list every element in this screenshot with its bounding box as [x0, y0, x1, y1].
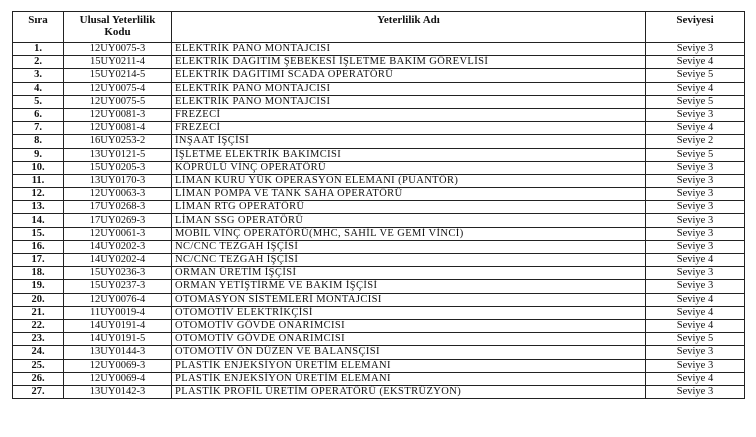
table-row [13, 385, 745, 398]
qualification-level: Seviye 2 [646, 135, 745, 148]
table-row [13, 56, 745, 69]
row-number: 14. [13, 214, 64, 227]
qualification-level: Seviye 3 [646, 188, 745, 201]
qualification-level: Seviye 5 [646, 148, 745, 161]
table-row [13, 95, 745, 108]
table-row [13, 148, 745, 161]
row-number: 18. [13, 267, 64, 280]
qualification-name: NC/CNC TEZGAH İŞÇİSİ [172, 254, 646, 267]
row-number: 22. [13, 319, 64, 332]
qualification-name: NC/CNC TEZGAH İŞÇİSİ [172, 240, 646, 253]
qualification-level: Seviye 4 [646, 82, 745, 95]
qualification-level: Seviye 3 [646, 174, 745, 187]
qualification-name: LİMAN SSG OPERATÖRÜ [172, 214, 646, 227]
table-row [13, 188, 745, 201]
qualification-code: 16UY0253-2 [64, 135, 172, 148]
qualification-code: 11UY0019-4 [64, 306, 172, 319]
qualification-level: Seviye 3 [646, 240, 745, 253]
qualification-name: LİMAN RTG OPERATÖRÜ [172, 201, 646, 214]
qualification-level: Seviye 4 [646, 254, 745, 267]
qualification-name: OTOMOTİV ÖN DÜZEN VE BALANSÇISI [172, 346, 646, 359]
qualification-code: 15UY0236-3 [64, 267, 172, 280]
table-row [13, 43, 745, 56]
table-row [13, 227, 745, 240]
qualification-name: ELEKTRİK DAĞITIM ŞEBEKESİ İŞLETME BAKIM GÖREVLİSİ [172, 56, 646, 69]
table-row [13, 254, 745, 267]
qualification-code: 12UY0081-4 [64, 122, 172, 135]
row-number: 3. [13, 69, 64, 82]
row-number: 8. [13, 135, 64, 148]
qualification-level: Seviye 3 [646, 214, 745, 227]
qualification-level: Seviye 3 [646, 43, 745, 56]
qualification-level: Seviye 3 [646, 227, 745, 240]
qualification-name: PLASTİK PROFİL ÜRETİM OPERATÖRÜ (EKSTRÜZYON) [172, 385, 646, 398]
table-row [13, 122, 745, 135]
qualification-level: Seviye 4 [646, 306, 745, 319]
qualification-code: 13UY0142-3 [64, 385, 172, 398]
table-row [13, 280, 745, 293]
qualification-name: PLASTİK ENJEKSİYON ÜRETİM ELEMANI [172, 372, 646, 385]
table-row [13, 240, 745, 253]
qualification-level: Seviye 4 [646, 122, 745, 135]
qualification-name: ORMAN YETİŞTİRME VE BAKIM İŞÇİSİ [172, 280, 646, 293]
row-number: 17. [13, 254, 64, 267]
row-number: 5. [13, 95, 64, 108]
row-number: 9. [13, 148, 64, 161]
qualification-name: ELEKTRİK PANO MONTAJCISI [172, 43, 646, 56]
row-number: 6. [13, 108, 64, 121]
qualification-code: 15UY0211-4 [64, 56, 172, 69]
table-row [13, 346, 745, 359]
row-number: 16. [13, 240, 64, 253]
table-row [13, 359, 745, 372]
qualification-name: OTOMOTİV GÖVDE ONARIMCISI [172, 319, 646, 332]
row-number: 1. [13, 43, 64, 56]
qualification-level: Seviye 4 [646, 56, 745, 69]
qualification-code: 12UY0075-4 [64, 82, 172, 95]
qualifications-table [12, 11, 745, 399]
row-number: 27. [13, 385, 64, 398]
qualification-level: Seviye 5 [646, 333, 745, 346]
row-number: 25. [13, 359, 64, 372]
qualification-code: 13UY0170-3 [64, 174, 172, 187]
table-row [13, 293, 745, 306]
qualification-code: 15UY0237-3 [64, 280, 172, 293]
qualification-code: 12UY0081-3 [64, 108, 172, 121]
row-number: 2. [13, 56, 64, 69]
qualification-code: 13UY0144-3 [64, 346, 172, 359]
qualification-code: 12UY0069-4 [64, 372, 172, 385]
table-header [13, 12, 745, 43]
table-row [13, 214, 745, 227]
qualification-code: 14UY0191-5 [64, 333, 172, 346]
qualification-code: 14UY0202-3 [64, 240, 172, 253]
qualification-level: Seviye 4 [646, 293, 745, 306]
table-row [13, 319, 745, 332]
row-number: 15. [13, 227, 64, 240]
qualification-name: ELEKTRİK PANO MONTAJCISI [172, 95, 646, 108]
qualification-name: FREZECİ [172, 108, 646, 121]
qualification-level: Seviye 3 [646, 346, 745, 359]
qualification-code: 12UY0075-3 [64, 43, 172, 56]
table-row [13, 333, 745, 346]
qualification-code: 14UY0202-4 [64, 254, 172, 267]
qualification-name: MOBİL VİNÇ OPERATÖRÜ(MHC, SAHİL VE GEMİ VİNCİ) [172, 227, 646, 240]
table-body [13, 43, 745, 399]
qualification-level: Seviye 3 [646, 267, 745, 280]
row-number: 12. [13, 188, 64, 201]
table-row [13, 267, 745, 280]
table-row [13, 161, 745, 174]
qualification-name: LİMAN KURU YÜK OPERASYON ELEMANI (PUANTÖR) [172, 174, 646, 187]
table-row [13, 306, 745, 319]
qualification-name: OTOMOTİV ELEKTRİKÇİSİ [172, 306, 646, 319]
qualification-level: Seviye 5 [646, 95, 745, 108]
header-level: Seviyesi [646, 12, 745, 43]
document-page [12, 11, 744, 399]
row-number: 24. [13, 346, 64, 359]
row-number: 13. [13, 201, 64, 214]
row-number: 23. [13, 333, 64, 346]
qualification-code: 17UY0269-3 [64, 214, 172, 227]
header-code: Ulusal Yeterlilik Kodu [64, 12, 172, 43]
qualification-code: 17UY0268-3 [64, 201, 172, 214]
qualification-code: 14UY0191-4 [64, 319, 172, 332]
qualification-name: İNŞAAT İŞÇİSİ [172, 135, 646, 148]
qualification-name: ELEKTRİK PANO MONTAJCISI [172, 82, 646, 95]
qualification-level: Seviye 3 [646, 359, 745, 372]
qualification-name: OTOMOTİV GÖVDE ONARIMCISI [172, 333, 646, 346]
row-number: 19. [13, 280, 64, 293]
table-row [13, 174, 745, 187]
qualification-code: 12UY0076-4 [64, 293, 172, 306]
qualification-code: 12UY0069-3 [64, 359, 172, 372]
qualification-level: Seviye 3 [646, 161, 745, 174]
row-number: 11. [13, 174, 64, 187]
qualification-name: ORMAN ÜRETİM İŞÇİSİ [172, 267, 646, 280]
qualification-level: Seviye 4 [646, 372, 745, 385]
row-number: 26. [13, 372, 64, 385]
table-row [13, 372, 745, 385]
table-row [13, 135, 745, 148]
row-number: 21. [13, 306, 64, 319]
qualification-level: Seviye 4 [646, 319, 745, 332]
qualification-name: OTOMASYON SİSTEMLERİ MONTAJCISI [172, 293, 646, 306]
qualification-name: FREZECİ [172, 122, 646, 135]
qualification-name: İŞLETME ELEKTRİK BAKIMCISI [172, 148, 646, 161]
qualification-code: 12UY0063-3 [64, 188, 172, 201]
qualification-name: PLASTİK ENJEKSİYON ÜRETİM ELEMANI [172, 359, 646, 372]
qualification-level: Seviye 3 [646, 201, 745, 214]
row-number: 10. [13, 161, 64, 174]
row-number: 7. [13, 122, 64, 135]
row-number: 20. [13, 293, 64, 306]
table-row [13, 108, 745, 121]
qualification-code: 12UY0075-5 [64, 95, 172, 108]
row-number: 4. [13, 82, 64, 95]
qualification-name: KÖPRÜLÜ VİNÇ OPERATÖRÜ [172, 161, 646, 174]
qualification-code: 15UY0205-3 [64, 161, 172, 174]
qualification-code: 15UY0214-5 [64, 69, 172, 82]
qualification-code: 13UY0121-5 [64, 148, 172, 161]
qualification-code: 12UY0061-3 [64, 227, 172, 240]
qualification-level: Seviye 3 [646, 108, 745, 121]
table-row [13, 201, 745, 214]
header-row [13, 12, 745, 43]
header-name: Yeterlilik Adı [172, 12, 646, 43]
table-row [13, 82, 745, 95]
qualification-level: Seviye 3 [646, 280, 745, 293]
qualification-name: LİMAN POMPA VE TANK SAHA OPERATÖRÜ [172, 188, 646, 201]
table-row [13, 69, 745, 82]
qualification-level: Seviye 5 [646, 69, 745, 82]
header-no: Sıra [13, 12, 64, 43]
qualification-name: ELEKTRİK DAĞITIMI SCADA OPERATÖRÜ [172, 69, 646, 82]
qualification-level: Seviye 3 [646, 385, 745, 398]
